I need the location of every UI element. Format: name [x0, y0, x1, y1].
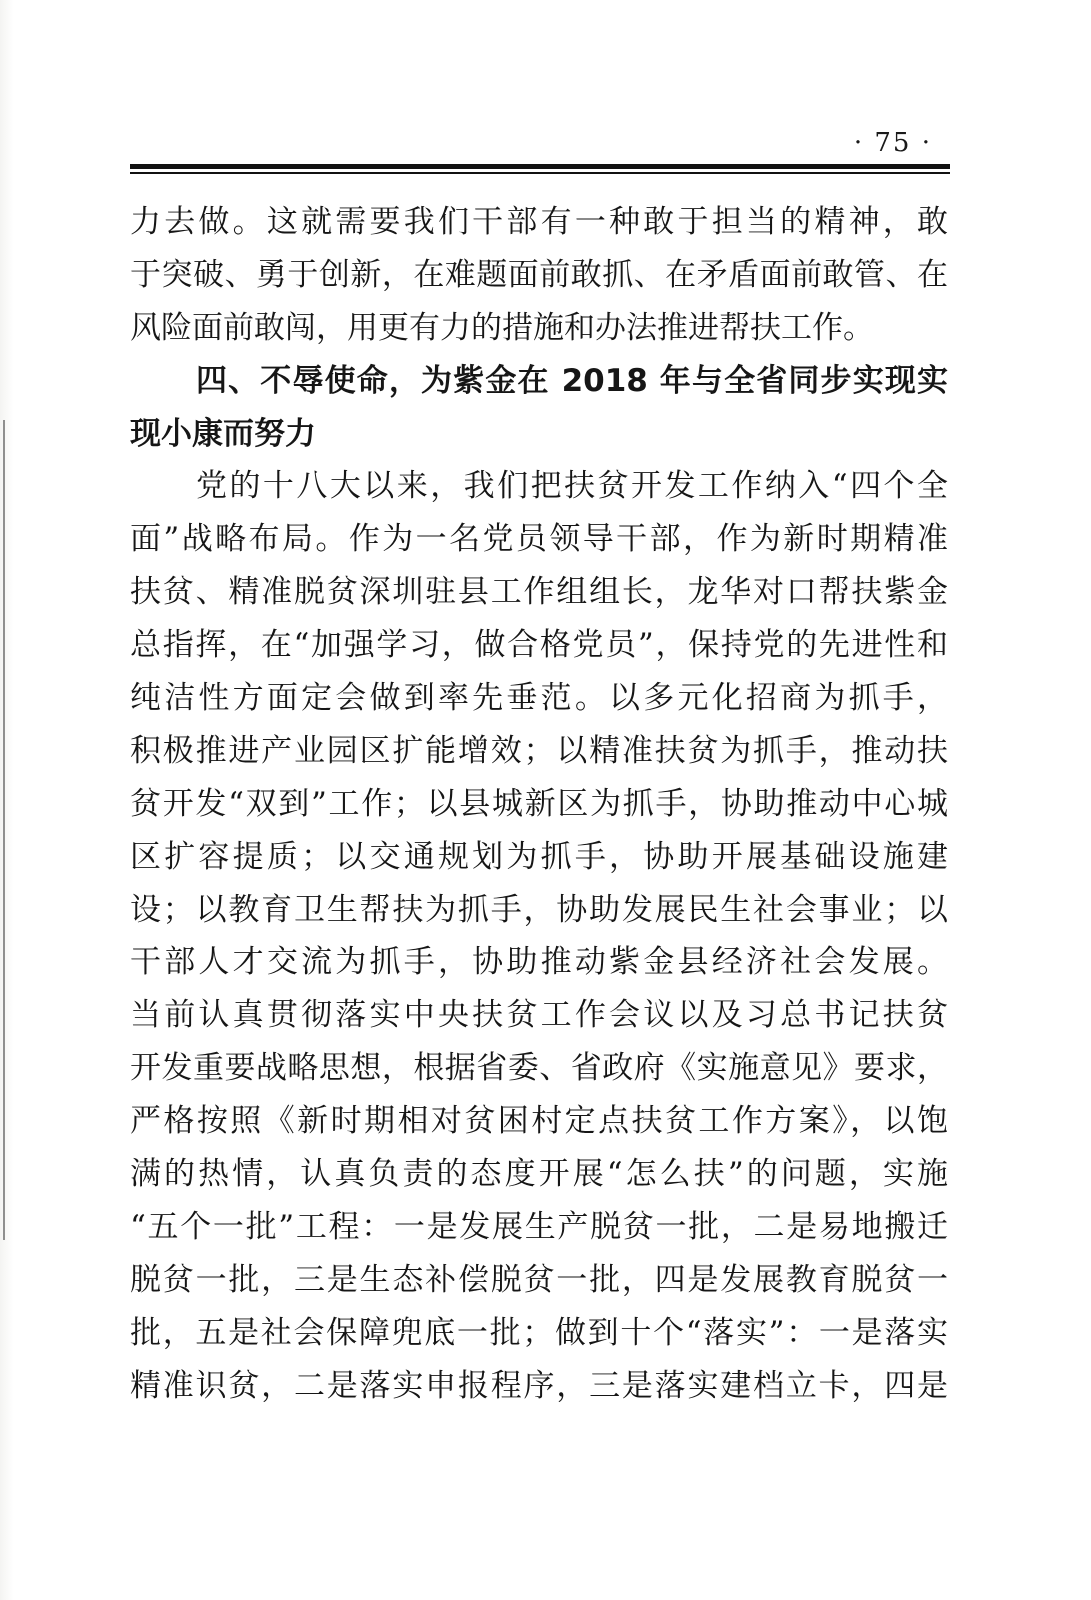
text-line: 满的热情，认真负责的态度开展“怎么扶”的问题，实施	[130, 1156, 948, 1193]
text-line: 精准识贫，二是落实申报程序，三是落实建档立卡，四是	[130, 1367, 948, 1404]
page-header	[130, 0, 950, 180]
text-line: 严格按照《新时期相对贫困村定点扶贫工作方案》，以饱	[130, 1103, 948, 1140]
section-heading: 四、不辱使命，为紫金在 2018 年与全省同步实现实	[196, 362, 948, 399]
header-rule-thin	[130, 172, 950, 174]
text-line: 党的十八大以来，我们把扶贫开发工作纳入“四个全	[196, 468, 948, 505]
text-line: 积极推进产业园区扩能增效；以精准扶贫为抓手，推动扶	[130, 732, 948, 769]
text-line: 当前认真贯彻落实中央扶贫工作会议以及习总书记扶贫	[130, 997, 948, 1034]
text-line: 扶贫、精准脱贫深圳驻县工作组组长，龙华对口帮扶紫金	[130, 574, 948, 611]
scan-edge	[0, 0, 14, 1600]
text-line: 于突破、勇于创新，在难题面前敢抓、在矛盾面前敢管、在	[130, 256, 948, 293]
body-text	[130, 196, 948, 1412]
text-line: 贫开发“双到”工作；以县城新区为抓手，协助推动中心城	[130, 785, 948, 822]
section-heading: 现小康而努力	[130, 415, 316, 452]
text-line: 总指挥，在“加强学习，做合格党员”，保持党的先进性和	[130, 627, 948, 664]
page-number: · 75 ·	[853, 128, 932, 158]
text-line: 风险面前敢闯，用更有力的措施和办法推进帮扶工作。	[130, 309, 874, 346]
text-line: 纯洁性方面定会做到率先垂范。以多元化招商为抓手，	[130, 680, 948, 717]
text-line: 脱贫一批，三是生态补偿脱贫一批，四是发展教育脱贫一	[130, 1261, 948, 1298]
scan-edge-line	[3, 420, 5, 1240]
text-line: 设；以教育卫生帮扶为抓手，协助发展民生社会事业；以	[130, 891, 948, 928]
header-rule-thick	[130, 164, 950, 169]
text-line: 力去做。这就需要我们干部有一种敢于担当的精神，敢	[130, 204, 948, 240]
text-line: 面”战略布局。作为一名党员领导干部，作为新时期精准	[130, 521, 948, 558]
text-line: 批，五是社会保障兜底一批；做到十个“落实”：一是落实	[130, 1314, 948, 1351]
text-line: “五个一批”工程：一是发展生产脱贫一批，二是易地搬迁	[130, 1208, 948, 1245]
text-line: 区扩容提质；以交通规划为抓手，协助开展基础设施建	[130, 838, 948, 875]
text-line: 干部人才交流为抓手，协助推动紫金县经济社会发展。	[130, 944, 948, 981]
text-line: 开发重要战略思想，根据省委、省政府《实施意见》要求，	[130, 1050, 948, 1087]
